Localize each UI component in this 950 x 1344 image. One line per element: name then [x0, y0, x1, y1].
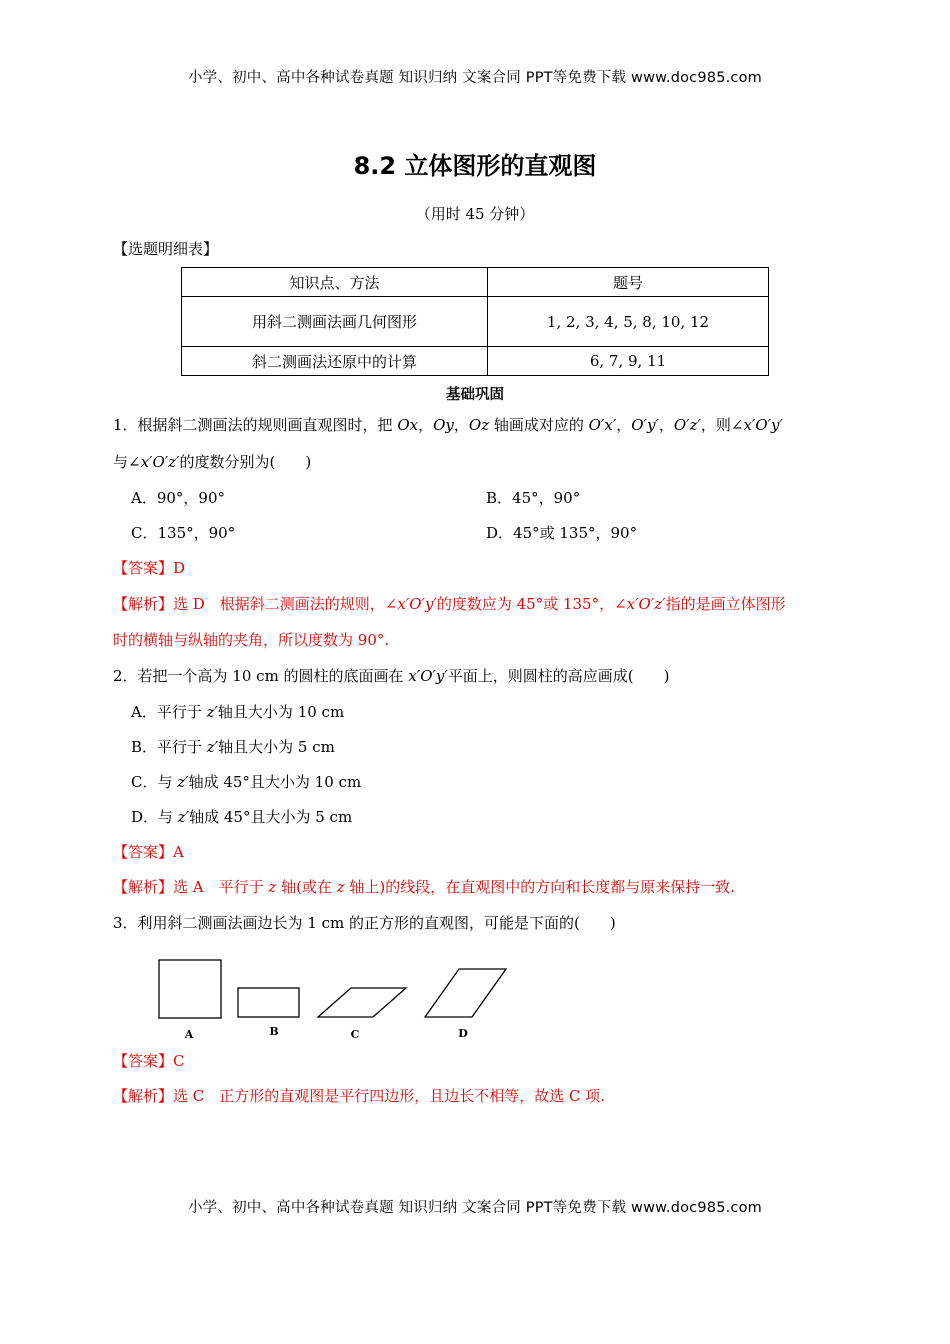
q1-angle: x′O′y′	[743, 416, 783, 434]
q2-stem	[113, 666, 670, 686]
table-header-cell: 知识点、方法	[182, 268, 488, 297]
q1-angle: x′O′z′	[140, 453, 180, 471]
q1-axis: O′y′	[631, 416, 659, 434]
option-text: B．平行于	[131, 738, 207, 756]
analysis-text: 轴(或在	[276, 878, 337, 896]
q2-analysis	[113, 877, 735, 897]
figure-label: B	[269, 1025, 279, 1038]
analysis-angle: x′O′y′	[397, 595, 437, 613]
table-row	[182, 297, 769, 347]
option-text: 轴且大小为 10 cm	[217, 703, 345, 721]
option-axis: z′	[177, 773, 189, 791]
q1-axis: Ox	[397, 416, 419, 434]
q2-answer	[113, 842, 184, 862]
q1-option-b: B．45°，90°	[486, 489, 581, 507]
q2-text: 平面上，则圆柱的高应画成( )	[447, 667, 670, 685]
q3-answer	[113, 1051, 185, 1071]
q2-option-a	[131, 702, 344, 722]
answer-value: D	[173, 559, 186, 577]
q1-text: ，	[418, 416, 434, 434]
q1-stem-line1	[113, 415, 783, 435]
option-text: 轴成 45°且大小为 10 cm	[188, 773, 362, 791]
q3-stem: 3．利用斜二测画法画边长为 1 cm 的正方形的直观图，可能是下面的( )	[113, 914, 616, 932]
q1-option-a: A．90°，90°	[131, 489, 226, 507]
analysis-tag: 【解析】	[113, 1087, 174, 1105]
figure-a-square	[159, 960, 221, 1018]
header-banner: 小学、初中、高中各种试卷真题 知识归纳 文案合同 PPT等免费下载 www.doc985.com	[187, 70, 763, 86]
figure-b-rectangle	[238, 988, 299, 1017]
option-axis: z′	[206, 738, 219, 756]
option-axis: z′	[206, 703, 218, 721]
page-title: 8.2 立体图形的直观图	[353, 152, 597, 180]
option-text: D．与	[131, 808, 178, 826]
q1-text: 轴画成对应的	[489, 416, 589, 434]
analysis-angle: x′O′z′	[626, 595, 666, 613]
figure-d-rhombus	[425, 969, 506, 1017]
option-text: C．与	[131, 773, 178, 791]
detail-table	[181, 267, 769, 376]
q1-text: 的度数分别为( )	[179, 453, 312, 471]
q1-axis: Oz	[468, 416, 490, 434]
q1-text: 1．根据斜二测画法的规则画直观图时，把	[113, 416, 398, 434]
q1-option-d: D．45°或 135°，90°	[486, 524, 638, 542]
q2-option-b	[131, 737, 335, 757]
q1-axis: Oy	[433, 416, 454, 434]
answer-value: A	[173, 843, 184, 861]
figure-label: A	[184, 1028, 194, 1041]
answer-tag: 【答案】	[113, 1052, 174, 1070]
q2-plane: x′O′y′	[408, 667, 448, 685]
q1-text: 与∠	[113, 453, 141, 471]
analysis-text: 选 C 正方形的直观图是平行四边形，且边长不相等，故选 C 项.	[173, 1087, 606, 1105]
figure-label: C	[350, 1028, 360, 1041]
option-text: A．平行于	[131, 703, 207, 721]
analysis-text: 轴上)的线段，在直观图中的方向和长度都与原来保持一致.	[344, 878, 735, 896]
q1-text: ，则∠	[700, 416, 744, 434]
q1-text: ，	[658, 416, 674, 434]
q1-answer	[113, 558, 185, 578]
table-label: 【选题明细表】	[113, 240, 219, 258]
analysis-text: 指的是画立体图形	[665, 595, 786, 613]
q2-text: 2．若把一个高为 10 cm 的圆柱的底面画在	[113, 667, 409, 685]
analysis-tag: 【解析】	[113, 878, 174, 896]
q2-option-c	[131, 772, 361, 792]
answer-value: C	[173, 1052, 185, 1070]
q1-text: ，	[453, 416, 469, 434]
page-subtitle: （用时 45 分钟）	[415, 205, 535, 223]
q2-option-d	[131, 807, 352, 827]
analysis-text: 选 D 根据斜二测画法的规则，∠	[173, 595, 398, 613]
analysis-text: 的度数应为 45°或 135°，∠	[436, 595, 627, 613]
answer-tag: 【答案】	[113, 559, 174, 577]
table-cell: 用斜二测画法画几何图形	[182, 297, 488, 347]
q3-analysis	[113, 1086, 605, 1106]
table-header-cell: 题号	[488, 268, 769, 297]
q3-figure	[150, 950, 520, 1045]
table-header-row	[182, 268, 769, 297]
analysis-axis: z	[268, 878, 277, 896]
q1-analysis-line1	[113, 594, 786, 614]
option-axis: z′	[177, 808, 190, 826]
analysis-axis: z	[336, 878, 345, 896]
q1-stem-line2	[113, 452, 311, 472]
q1-option-c: C．135°，90°	[131, 524, 236, 542]
analysis-text: 选 A 平行于	[173, 878, 269, 896]
table-cell: 1, 2, 3, 4, 5, 8, 10, 12	[488, 297, 769, 347]
figure-label: D	[458, 1027, 468, 1040]
figure-c-parallelogram	[318, 988, 406, 1017]
option-text: 轴且大小为 5 cm	[218, 738, 335, 756]
option-text: 轴成 45°且大小为 5 cm	[189, 808, 353, 826]
q1-analysis-line2: 时的横轴与纵轴的夹角，所以度数为 90°.	[113, 631, 390, 649]
table-row	[182, 347, 769, 376]
table-cell: 斜二测画法还原中的计算	[182, 347, 488, 376]
answer-tag: 【答案】	[113, 843, 174, 861]
q1-text: ，	[616, 416, 632, 434]
q1-axis: O′x′	[588, 416, 617, 434]
section-heading: 基础巩固	[446, 387, 504, 403]
table-cell: 6, 7, 9, 11	[488, 347, 769, 376]
analysis-tag: 【解析】	[113, 595, 174, 613]
footer-banner: 小学、初中、高中各种试卷真题 知识归纳 文案合同 PPT等免费下载 www.doc985.com	[187, 1200, 763, 1216]
q1-axis: O′z′	[673, 416, 701, 434]
